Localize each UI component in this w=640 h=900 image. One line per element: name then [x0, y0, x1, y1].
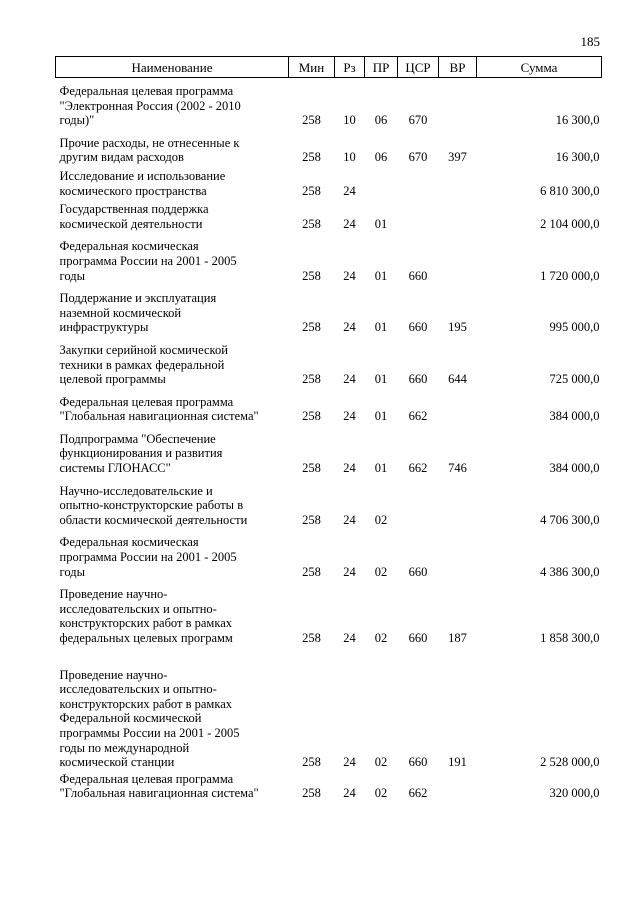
row-rz: 24 — [343, 461, 356, 476]
row-min: 258 — [302, 268, 321, 283]
row-name: Подпрограмма "Обеспечение функционирования и развития системы ГЛОНАСС" — [59, 431, 223, 476]
row-vr: 644 — [448, 372, 467, 387]
row-name: Государственная поддержка космической деятельности — [59, 202, 209, 231]
row-min: 258 — [302, 372, 321, 387]
row-csr: 660 — [408, 564, 428, 579]
table-row — [56, 646, 602, 770]
row-csr: 670 — [408, 150, 428, 165]
row-name: Федеральная целевая программа "Глобальная навигационная система" — [59, 771, 259, 801]
row-name: Проведение научно- исследовательских и опытно- конструкторских работ в рамках федеральных целевых программ — [59, 587, 233, 645]
row-csr — [398, 165, 439, 198]
row-pr: 01 — [374, 461, 388, 476]
row-name: Поддержание и эксплуатация наземной космической инфраструктуры — [59, 291, 217, 335]
row-name: Исследование и использование космического пространства — [59, 168, 226, 198]
row-pr — [365, 165, 398, 198]
row-csr — [398, 476, 439, 528]
row-pr: 01 — [374, 320, 388, 335]
row-min: 258 — [302, 409, 321, 424]
row-sum: 384 000,0 — [549, 461, 600, 476]
row-vr — [439, 770, 477, 801]
row-rz: 24 — [343, 216, 356, 231]
row-vr — [439, 527, 477, 579]
row-name-cell — [56, 579, 289, 645]
table-row — [56, 78, 602, 128]
header-rz: Рз — [335, 57, 365, 78]
row-name-cell — [56, 283, 289, 335]
budget-table — [55, 56, 602, 801]
row-sum: 16 300,0 — [555, 113, 600, 128]
row-rz: 24 — [343, 320, 356, 335]
row-sum: 384 000,0 — [549, 409, 600, 424]
table-row — [56, 579, 602, 645]
row-name: Федеральная космическая программа России на 2001 - 2005 годы — [59, 239, 237, 283]
table-body — [56, 78, 602, 801]
row-sum: 4 386 300,0 — [540, 564, 600, 579]
row-min: 258 — [302, 113, 321, 128]
row-rz: 24 — [343, 564, 356, 579]
row-min: 258 — [302, 183, 321, 198]
row-sum: 320 000,0 — [549, 786, 600, 801]
row-csr: 662 — [408, 786, 428, 801]
row-sum: 1 858 300,0 — [540, 631, 600, 645]
row-pr: 02 — [374, 786, 388, 801]
row-name: Федеральная космическая программа России на 2001 - 2005 годы — [59, 535, 237, 579]
row-pr: 02 — [374, 755, 388, 770]
header-name: Наименование — [56, 57, 289, 78]
row-name: Закупки серийной космической техники в рамках федеральной целевой программы — [59, 342, 228, 387]
row-sum: 4 706 300,0 — [540, 512, 600, 527]
row-pr: 01 — [374, 268, 388, 283]
row-name-cell — [56, 424, 289, 476]
row-rz: 24 — [343, 786, 356, 801]
row-name-cell — [56, 527, 289, 579]
table-row — [56, 165, 602, 198]
row-vr — [439, 78, 477, 128]
row-rz: 10 — [343, 113, 356, 128]
row-vr: 746 — [448, 461, 467, 476]
row-min: 258 — [302, 512, 321, 527]
header-row — [56, 57, 602, 78]
header-min: Мин — [289, 57, 335, 78]
row-rz: 24 — [343, 409, 356, 424]
row-name: Федеральная целевая программа "Электронная Россия (2002 - 2010 годы)" — [59, 84, 241, 128]
row-pr: 01 — [374, 372, 388, 387]
row-sum: 2 528 000,0 — [540, 755, 600, 770]
row-name-cell — [56, 78, 289, 128]
row-vr — [439, 165, 477, 198]
row-pr: 02 — [374, 564, 388, 579]
row-min: 258 — [302, 786, 321, 801]
row-csr: 660 — [408, 755, 428, 770]
row-csr: 662 — [408, 461, 428, 476]
row-vr: 397 — [448, 150, 467, 165]
table-row — [56, 476, 602, 528]
row-rz: 24 — [343, 631, 356, 645]
row-sum: 16 300,0 — [555, 150, 600, 165]
row-name-cell — [56, 770, 289, 801]
row-name: Прочие расходы, не отнесенные к другим видам расходов — [59, 135, 240, 165]
row-min: 258 — [302, 216, 321, 231]
row-vr: 187 — [448, 631, 467, 645]
header-pr: ПР — [365, 57, 398, 78]
row-vr — [439, 387, 477, 424]
row-min: 258 — [302, 755, 321, 770]
table-row — [56, 231, 602, 283]
row-sum: 1 720 000,0 — [540, 268, 600, 283]
row-rz: 24 — [343, 512, 356, 527]
row-name: Федеральная целевая программа "Глобальная навигационная система" — [59, 394, 259, 424]
header-csr: ЦСР — [398, 57, 439, 78]
row-rz: 10 — [343, 150, 356, 165]
header-sum: Сумма — [477, 57, 602, 78]
row-name-cell — [56, 387, 289, 424]
row-sum: 725 000,0 — [549, 372, 600, 387]
row-name-cell — [56, 335, 289, 387]
table-row — [56, 283, 602, 335]
row-min: 258 — [302, 631, 321, 645]
row-pr: 02 — [374, 631, 388, 645]
row-pr: 01 — [374, 216, 388, 231]
table-row — [56, 527, 602, 579]
row-rz: 24 — [343, 755, 356, 770]
row-csr: 662 — [408, 409, 428, 424]
row-name-cell — [56, 128, 289, 165]
row-min: 258 — [302, 564, 321, 579]
row-csr: 660 — [408, 320, 428, 335]
table-row — [56, 424, 602, 476]
row-rz: 24 — [343, 372, 356, 387]
row-vr — [439, 198, 477, 231]
row-rz: 24 — [343, 183, 356, 198]
table-row — [56, 335, 602, 387]
row-min: 258 — [302, 320, 321, 335]
row-min: 258 — [302, 150, 321, 165]
row-name-cell — [56, 165, 289, 198]
row-pr: 02 — [374, 512, 388, 527]
row-name-cell — [56, 476, 289, 528]
row-sum: 995 000,0 — [549, 320, 600, 335]
row-pr: 01 — [374, 409, 388, 424]
row-csr — [398, 198, 439, 231]
row-vr: 191 — [448, 755, 467, 770]
row-sum: 2 104 000,0 — [540, 216, 600, 231]
row-pr: 06 — [374, 150, 388, 165]
row-name-cell — [56, 646, 289, 770]
row-rz: 24 — [343, 268, 356, 283]
table-row — [56, 198, 602, 231]
table-row — [56, 128, 602, 165]
row-name-cell — [56, 198, 289, 231]
row-csr: 660 — [408, 631, 428, 645]
table-header — [56, 57, 602, 78]
row-vr — [439, 476, 477, 528]
table-row — [56, 770, 602, 801]
row-min: 258 — [302, 461, 321, 476]
table-row — [56, 387, 602, 424]
row-vr — [439, 231, 477, 283]
row-csr: 660 — [408, 268, 428, 283]
header-vr: ВР — [439, 57, 477, 78]
row-csr: 660 — [408, 372, 428, 387]
row-name: Проведение научно- исследовательских и опытно- конструкторских работ в рамках Федеральной космической программы России на 2001 - 2005 годы по международной космической станции — [59, 667, 240, 770]
row-csr: 670 — [408, 113, 428, 128]
row-name: Научно-исследовательские и опытно-конструкторские работы в области космической деятельности — [59, 483, 248, 527]
row-name-cell — [56, 231, 289, 283]
row-vr: 195 — [448, 320, 467, 335]
row-sum: 6 810 300,0 — [540, 183, 600, 198]
page-number: 185 — [580, 34, 600, 49]
row-pr: 06 — [374, 113, 388, 128]
